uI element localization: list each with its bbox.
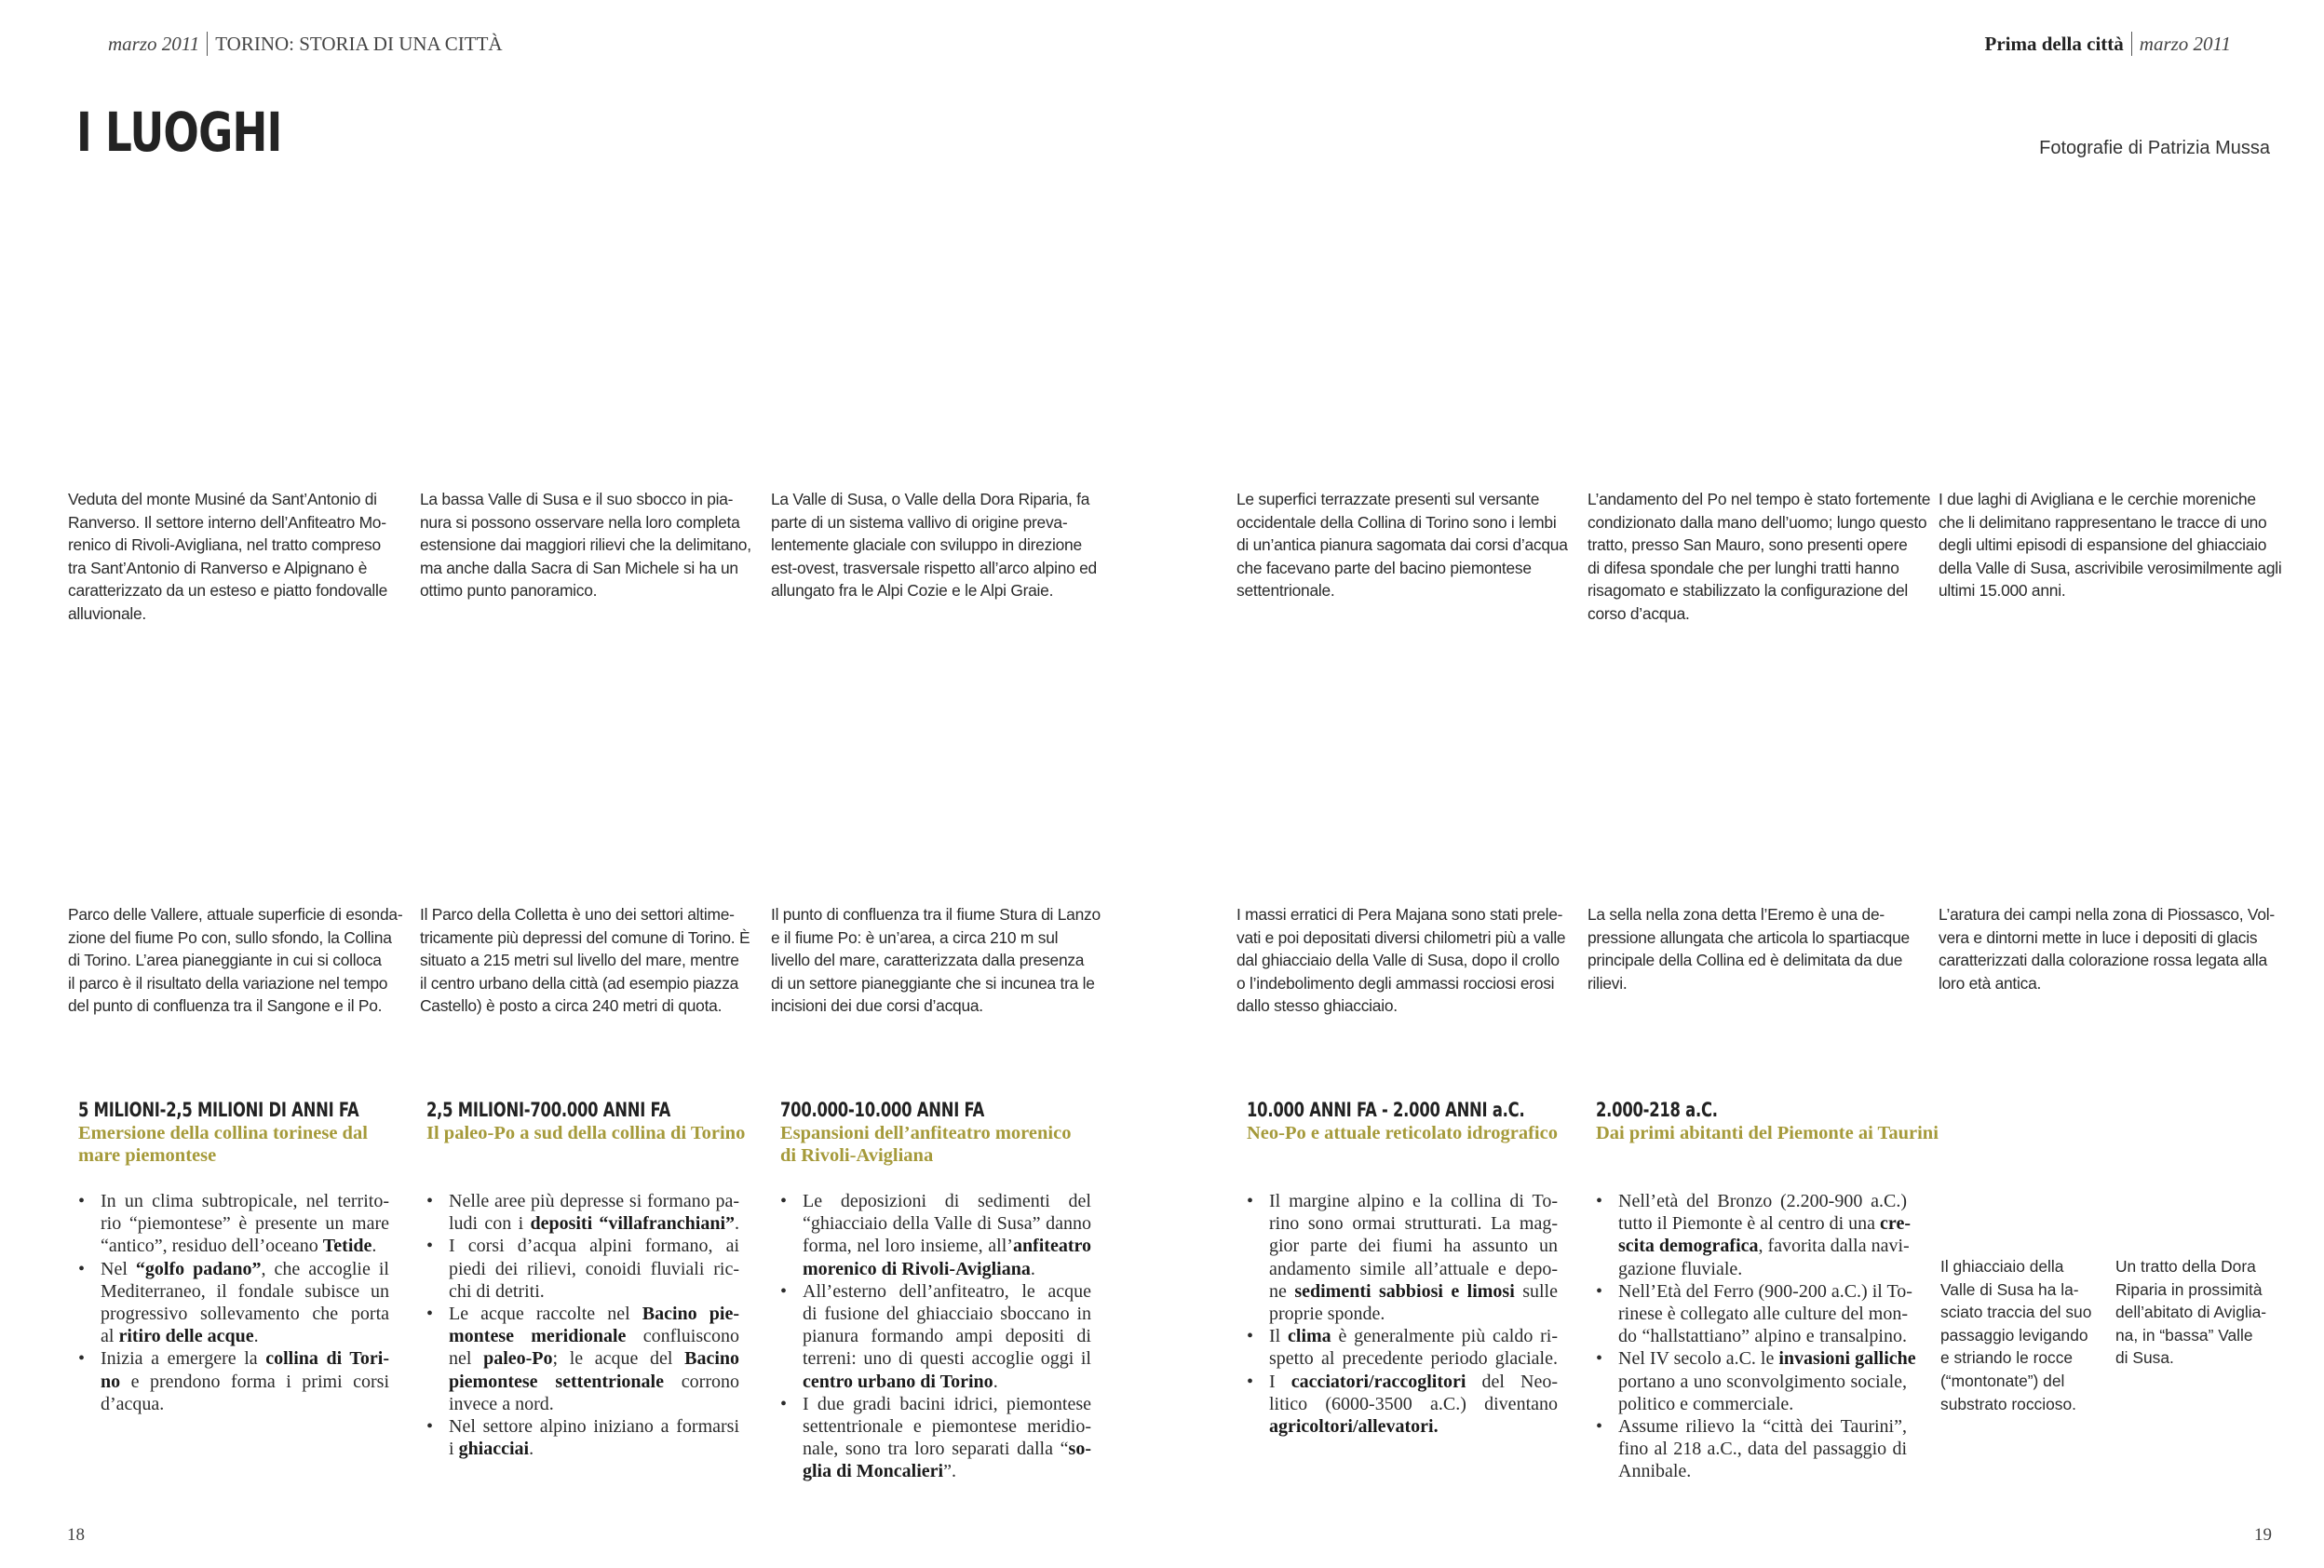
caption-line: di un settore pianeggiante che si incunea tra le	[771, 973, 1095, 993]
bullet-text: rinese è collegato alle culture del mon-	[1618, 1304, 1908, 1325]
bullet-text: Le acque raccolte nel	[449, 1304, 642, 1325]
bullet-line	[1618, 1371, 1907, 1393]
era-title: 700.000-10.000 ANNI FA	[780, 1099, 985, 1121]
caption-line: corso d’acqua.	[1588, 603, 1690, 623]
bullet-text: Nel settore alpino iniziano a formarsi	[449, 1416, 739, 1438]
caption-line: lentemente glaciale con sviluppo in direzione	[771, 535, 1082, 555]
bullet-line	[1618, 1393, 1907, 1415]
bullet-line	[426, 1190, 739, 1212]
bullet-line	[1596, 1280, 1912, 1303]
bullet-text: corrono	[663, 1371, 739, 1392]
bullet-text: ”.	[943, 1461, 956, 1482]
caption-line: renico di Rivoli-Avigliana, nel tratto compreso	[68, 535, 381, 555]
bullet-line	[1269, 1235, 1558, 1257]
caption-line: e il fiume Po: è un’area, a circa 210 m sul	[771, 927, 1059, 947]
caption-line: zione del fiume Po con, sullo sfondo, la Collina	[68, 927, 392, 947]
caption-line: Il Parco della Colletta è uno dei settori altime-	[420, 905, 735, 924]
bullet-line	[1269, 1303, 1558, 1325]
caption-line: di un’antica pianura sagomata dai corsi d’acqua	[1236, 535, 1568, 555]
caption-line: ottimo punto panoramico.	[420, 581, 598, 601]
caption-line: il parco è il risultato della variazione nel tempo	[68, 973, 388, 993]
caption-line: Parco delle Vallere, attuale superficie di esonda-	[68, 905, 403, 924]
caption-line: L’aratura dei campi nella zona di Piossasco, Vol-	[1939, 905, 2275, 924]
bullet-text: e prendono forma i primi corsi	[120, 1371, 389, 1392]
bullet-icon: •	[1247, 1191, 1254, 1211]
bold-term: “golfo padano”	[135, 1258, 262, 1279]
bullet-line	[803, 1303, 1091, 1325]
bullet-line	[803, 1415, 1091, 1438]
bullet-text: .	[993, 1371, 998, 1392]
bullet-icon: •	[426, 1236, 434, 1257]
bullet-line	[101, 1393, 389, 1415]
caption-line: La bassa Valle di Susa e il suo sbocco in pia-	[420, 490, 734, 508]
bullet-text: do “hallstattiano” alpino e transalpino.	[1618, 1326, 1907, 1347]
bold-term: ritiro delle acque	[118, 1326, 254, 1347]
bullet-text: progressivo sollevamento che porta	[101, 1304, 389, 1325]
bullet-line	[1618, 1258, 1907, 1280]
page-number-right: 19	[2254, 1525, 2272, 1545]
bold-term: so-	[1068, 1439, 1091, 1460]
running-header-left	[108, 32, 503, 56]
bullet-line	[101, 1280, 389, 1303]
bullet-line	[780, 1393, 1091, 1415]
era-subtitle-line: Il paleo-Po a sud della collina di Torino	[426, 1123, 746, 1143]
bullet-text: forma, nel loro insieme, all’	[803, 1236, 1013, 1257]
caption-line: e striando le rocce	[1940, 1348, 2074, 1368]
photo-caption	[420, 903, 750, 1018]
era-subtitle	[426, 1122, 745, 1144]
caption-line: alluvionale.	[68, 603, 147, 623]
caption-line: sciato traccia del suo	[1940, 1303, 2092, 1322]
bullet-line	[803, 1258, 1091, 1280]
caption-line: dallo stesso ghiacciaio.	[1236, 996, 1398, 1016]
bullet-text: In un clima subtropicale, nel territo-	[101, 1191, 389, 1211]
bold-term: Bacino	[684, 1348, 740, 1370]
bullet-line	[1596, 1190, 1907, 1212]
bullet-list	[780, 1190, 1091, 1483]
caption-line: settentrionale.	[1236, 581, 1335, 601]
timeline-column	[780, 1099, 1091, 1482]
caption-line: incisioni dei due corsi d’acqua.	[771, 996, 983, 1016]
photo-caption	[1588, 488, 1930, 626]
bullet-text: fino al 218 a.C., data del passaggio di	[1618, 1439, 1907, 1460]
photo-caption	[1236, 488, 1568, 602]
bullet-icon: •	[780, 1280, 788, 1302]
bullet-line	[1618, 1438, 1907, 1460]
bullet-line	[78, 1258, 389, 1280]
side-caption	[2115, 1255, 2266, 1370]
header-left-title: TORINO: STORIA DI UNA CITTÀ	[215, 33, 503, 55]
bullet-text: I due gradi bacini idrici, piemontese	[803, 1393, 1091, 1414]
caption-line: occidentale della Collina di Torino sono i lembi	[1236, 512, 1557, 532]
bold-term: collina di Tori-	[265, 1348, 389, 1370]
caption-line: caratterizzati dalla colorazione rossa legata alla	[1939, 951, 2267, 970]
timeline-column	[426, 1099, 746, 1460]
bullet-line	[803, 1438, 1091, 1460]
bullet-text: Nell’Età del Ferro (900-200 a.C.) il To-	[1618, 1280, 1912, 1302]
bold-term: agricoltori/allevatori.	[1269, 1416, 1439, 1438]
caption-line: L’andamento del Po nel tempo è stato fortemente	[1588, 490, 1931, 508]
bullet-line	[1618, 1212, 1911, 1235]
running-header-right	[1985, 32, 2232, 56]
photo-caption	[68, 488, 387, 626]
caption-line: situato a 215 metri sul livello del mare, mentre	[420, 951, 739, 970]
bullet-line	[101, 1303, 389, 1325]
bullet-line	[449, 1280, 739, 1303]
timeline-column	[1596, 1099, 1939, 1482]
bullet-text: Il margine alpino e la collina di To-	[1269, 1191, 1558, 1211]
bullet-icon: •	[780, 1191, 788, 1211]
bullet-line	[803, 1235, 1091, 1257]
bullet-text: pianura formando ampi depositi di	[803, 1326, 1091, 1347]
bullet-text: politico e commerciale.	[1618, 1393, 1794, 1414]
bullet-text: ne	[1269, 1280, 1295, 1302]
bullet-text: Assume rilievo la “città dei Taurini”,	[1618, 1416, 1907, 1438]
bullet-text: rio “piemontese” è presente un mare	[101, 1213, 389, 1235]
caption-line: di difesa spondale che per lunghi tratti hanno	[1588, 558, 1899, 577]
header-separator	[207, 32, 208, 56]
bullet-icon: •	[1247, 1326, 1254, 1347]
bullet-text: gior parte dei fiumi ha assunto un	[1269, 1236, 1558, 1257]
bold-term: clima	[1288, 1326, 1331, 1347]
caption-line: della Valle di Susa, ascrivibile verosimilmente agli	[1939, 558, 2282, 577]
page-number-left: 18	[67, 1525, 85, 1545]
caption-line: vera e dintorni mette in luce i depositi di glacis	[1939, 927, 2258, 947]
caption-line: rilievi.	[1588, 973, 1628, 993]
bullet-text: ludi con i	[449, 1213, 531, 1235]
era-subtitle	[780, 1122, 1071, 1167]
bold-term: scita demografica	[1618, 1236, 1759, 1257]
bullet-line	[780, 1280, 1091, 1303]
caption-line: tricamente più depressi del comune di Torino. È	[420, 927, 750, 947]
caption-line: Riparia in prossimità	[2115, 1279, 2263, 1299]
bullet-line	[426, 1303, 739, 1325]
photo-caption	[1236, 903, 1565, 1018]
bullet-line	[1596, 1347, 1916, 1370]
bullet-text: I	[1269, 1371, 1291, 1392]
era-subtitle-line: Neo-Po e attuale reticolato idrografico	[1247, 1123, 1558, 1143]
bullet-icon: •	[1596, 1348, 1603, 1370]
photo-caption	[1939, 903, 2275, 994]
bullet-text: Inizia a emergere la	[101, 1348, 266, 1370]
bullet-text: invece a nord.	[449, 1393, 554, 1414]
bullet-text: andamento simile all’attuale e depo-	[1269, 1258, 1558, 1279]
bold-term: montese meridionale	[449, 1326, 627, 1347]
bullet-line	[449, 1347, 739, 1370]
caption-line: substrato roccioso.	[1940, 1394, 2076, 1413]
bullet-line	[1269, 1393, 1558, 1415]
bullet-line	[449, 1258, 739, 1280]
caption-line: di Torino. L’area pianeggiante in cui si colloca	[68, 951, 382, 970]
header-separator	[2131, 32, 2132, 56]
bullet-icon: •	[78, 1191, 86, 1211]
bullet-line	[1269, 1280, 1558, 1303]
caption-line: na, in “bassa” Valle	[2115, 1325, 2253, 1345]
photo-caption	[1939, 488, 2281, 602]
bullet-line	[78, 1347, 389, 1370]
bullet-text: Nelle aree più depresse si formano pa-	[449, 1191, 739, 1211]
bullet-text: gazione fluviale.	[1618, 1258, 1743, 1279]
caption-line: Valle di Susa ha la-	[1940, 1279, 2079, 1299]
bullet-text: tutto il Piemonte è al centro di una	[1618, 1213, 1881, 1235]
bullet-text: Annibale.	[1618, 1461, 1692, 1482]
bullet-icon: •	[78, 1348, 86, 1370]
bullet-text: “ghiacciaio della Valle di Susa” danno	[803, 1213, 1091, 1235]
bullet-text: Nell’età del Bronzo (2.200-900 a.C.)	[1618, 1191, 1907, 1211]
bullet-text: spetto al precedente periodo glaciale.	[1269, 1348, 1558, 1370]
caption-line: Ranverso. Il settore interno dell’Anfiteatro Mo-	[68, 512, 386, 532]
bullet-text: .	[372, 1236, 377, 1257]
era-title: 2,5 MILIONI-700.000 ANNI FA	[426, 1099, 671, 1121]
header-left-date: marzo 2011	[108, 33, 200, 55]
bold-term: cacciatori/raccoglitori	[1290, 1371, 1466, 1392]
bullet-line	[101, 1371, 389, 1393]
caption-line: Il ghiacciaio della	[1940, 1257, 2064, 1276]
era-subtitle-line: Dai primi abitanti del Piemonte ai Taurini	[1596, 1123, 1939, 1143]
bullet-text: al	[101, 1326, 119, 1347]
side-caption	[1940, 1255, 2091, 1415]
bullet-text: i	[449, 1439, 459, 1460]
bullet-text: litico (6000-3500 a.C.) diventano	[1269, 1393, 1558, 1414]
caption-line: Castello) è posto a circa 240 metri di quota.	[420, 996, 723, 1016]
caption-line: che li delimitano rappresentano le tracce di uno	[1939, 512, 2267, 532]
bullet-line	[449, 1325, 739, 1347]
bullet-text: rino sono ormai strutturati. La mag-	[1269, 1213, 1558, 1235]
caption-line: del punto di confluenza tra il Sangone e il Po.	[68, 996, 383, 1016]
bullet-line	[449, 1212, 739, 1235]
caption-line: nura si possono osservare nella loro completa	[420, 512, 740, 532]
bullet-line	[1618, 1235, 1910, 1257]
caption-line: di Susa.	[2115, 1348, 2174, 1368]
bullet-text: .	[735, 1213, 739, 1235]
caption-line: estensione dai maggiori rilievi che la delimitano,	[420, 535, 751, 555]
era-title: 5 MILIONI-2,5 MILIONI DI ANNI FA	[78, 1099, 359, 1121]
era-subtitle	[1247, 1122, 1603, 1144]
bullet-text: d’acqua.	[101, 1393, 165, 1414]
caption-line: La sella nella zona detta l’Eremo è una de-	[1588, 905, 1885, 924]
section-title: I LUOGHI	[76, 101, 282, 164]
era-subtitle-line: di Rivoli-Avigliana	[780, 1145, 934, 1166]
caption-line: risagomato e stabilizzato la configurazione del	[1588, 581, 1908, 601]
bullet-line	[780, 1190, 1091, 1212]
bold-term: sedimenti sabbiosi e limosi	[1294, 1280, 1515, 1302]
era-subtitle	[78, 1122, 438, 1167]
bullet-text: Il	[1269, 1326, 1289, 1347]
caption-line: I massi erratici di Pera Majana sono stati prele-	[1236, 905, 1563, 924]
bold-term: no	[101, 1371, 121, 1392]
bullet-text: settentrionale e piemontese meridio-	[803, 1416, 1091, 1438]
era-subtitle-line: Emersione della collina torinese dal	[78, 1123, 368, 1143]
caption-line: I due laghi di Avigliana e le cerchie moreniche	[1939, 490, 2256, 508]
caption-line: ma anche dalla Sacra di San Michele si ha un	[420, 558, 738, 577]
header-right-date: marzo 2011	[2139, 33, 2231, 55]
bullet-text: .	[253, 1326, 259, 1347]
bullet-line	[1618, 1303, 1907, 1325]
bold-term: paleo-Po	[483, 1348, 553, 1370]
bullet-line	[803, 1347, 1091, 1370]
bullet-list	[1247, 1190, 1558, 1438]
bullet-list	[426, 1190, 740, 1460]
header-right-title: Prima della città	[1984, 33, 2124, 55]
photo-caption	[1588, 903, 1910, 994]
bullet-text: I corsi d’acqua alpini formano, ai	[449, 1236, 739, 1257]
bullet-line	[1618, 1460, 1907, 1482]
bullet-line	[803, 1212, 1091, 1235]
bullet-icon: •	[1596, 1191, 1603, 1211]
caption-line: Veduta del monte Musiné da Sant’Antonio di	[68, 490, 377, 508]
bold-term: anfiteatro	[1012, 1236, 1091, 1257]
caption-line: allungato fra le Alpi Cozie e le Alpi Graie.	[771, 581, 1054, 601]
caption-line: passaggio levigando	[1940, 1325, 2088, 1345]
caption-line: loro età antica.	[1939, 973, 2042, 993]
era-title: 2.000-218 a.C.	[1596, 1099, 1718, 1121]
bullet-text: Mediterraneo, il fondale subisce un	[101, 1280, 389, 1302]
bullet-text: Le deposizioni di sedimenti del	[803, 1191, 1091, 1211]
bullet-line	[101, 1325, 389, 1347]
bullet-text: Nel	[101, 1258, 136, 1279]
caption-line: La Valle di Susa, o Valle della Dora Riparia, fa	[771, 490, 1090, 508]
bold-term: Tetide	[322, 1236, 372, 1257]
photo-caption	[420, 488, 751, 602]
bullet-line	[803, 1325, 1091, 1347]
bullet-text: nel	[449, 1348, 484, 1370]
bullet-line	[1618, 1325, 1907, 1347]
bullet-text: All’esterno dell’anfiteatro, le acque	[803, 1280, 1091, 1302]
bullet-text: proprie sponde.	[1269, 1304, 1385, 1325]
bold-term: piemontese settentrionale	[449, 1371, 664, 1392]
bullet-text: piedi dei rilievi, conoidi fluviali ric-	[449, 1258, 739, 1279]
caption-line: caratterizzato da un esteso e piatto fondovalle	[68, 581, 388, 601]
caption-line: tratto, presso San Mauro, sono presenti opere	[1588, 535, 1908, 555]
caption-line: livello del mare, caratterizzata dalla presenza	[771, 951, 1085, 970]
bold-term: invasioni galliche	[1778, 1348, 1916, 1370]
photo-caption	[771, 903, 1101, 1018]
bullet-line	[449, 1438, 739, 1460]
bullet-icon: •	[780, 1393, 788, 1414]
bullet-text: è generalmente più caldo ri-	[1331, 1326, 1558, 1347]
bullet-text: ; le acque del	[552, 1348, 685, 1370]
bullet-line	[1269, 1347, 1558, 1370]
bullet-line	[1269, 1212, 1558, 1235]
bullet-text: Nel IV secolo a.C. le	[1618, 1348, 1779, 1370]
photo-caption	[771, 488, 1097, 602]
bullet-icon: •	[1247, 1371, 1254, 1392]
era-title: 10.000 ANNI FA - 2.000 ANNI a.C.	[1247, 1099, 1525, 1121]
bullet-text: confluiscono	[626, 1326, 739, 1347]
caption-line: dell’abitato di Aviglia-	[2115, 1303, 2267, 1322]
bullet-text: .	[529, 1439, 534, 1460]
bullet-text: .	[1030, 1258, 1035, 1279]
caption-line: dal ghiacciaio della Valle di Susa, dopo il crollo	[1236, 951, 1560, 970]
bullet-text: terreni: uno di questi accoglie oggi il	[803, 1348, 1091, 1370]
caption-line: che facevano parte del bacino piemontese	[1236, 558, 1532, 577]
caption-line: Un tratto della Dora	[2115, 1257, 2256, 1276]
bullet-line	[449, 1393, 739, 1415]
bold-term: morenico di Rivoli-Avigliana	[803, 1258, 1031, 1279]
bullet-line	[803, 1371, 1091, 1393]
caption-line: (“montonate”) del	[1940, 1371, 2065, 1390]
bullet-line	[1269, 1258, 1558, 1280]
bullet-text: nale, sono tra loro separati dalla “	[803, 1439, 1069, 1460]
caption-line: vati e poi depositati diversi chilometri più a valle	[1236, 927, 1566, 947]
caption-line: Il punto di confluenza tra il fiume Stura di Lanzo	[771, 905, 1101, 924]
caption-line: principale della Collina ed è delimitata da due	[1588, 951, 1903, 970]
bold-term: depositi “villafranchiani”	[530, 1213, 735, 1235]
timeline-column	[1247, 1099, 1603, 1438]
caption-line: pressione allungata che articola lo spartiacque	[1588, 927, 1910, 947]
bullet-line	[803, 1460, 1091, 1482]
bullet-icon: •	[78, 1258, 86, 1279]
caption-line: parte di un sistema vallivo di origine preva-	[771, 512, 1068, 532]
caption-line: ultimi 15.000 anni.	[1939, 581, 2066, 601]
photo-caption	[68, 903, 402, 1018]
bold-term: cre-	[1880, 1213, 1911, 1235]
timeline-column	[78, 1099, 438, 1414]
caption-line: condizionato dalla mano dell’uomo; lungo questo	[1588, 512, 1927, 532]
era-subtitle-line: mare piemontese	[78, 1145, 217, 1166]
bullet-text: chi di detriti.	[449, 1280, 545, 1302]
bullet-line	[449, 1371, 739, 1393]
bullet-line	[1247, 1325, 1558, 1347]
caption-line: Le superfici terrazzate presenti sul versante	[1236, 490, 1540, 508]
era-subtitle	[1596, 1122, 1939, 1144]
photo-credit: Fotografie di Patrizia Mussa	[2039, 138, 2270, 158]
bullet-line	[426, 1415, 739, 1438]
bullet-line	[426, 1235, 739, 1257]
bold-term: centro urbano di Torino	[803, 1371, 993, 1392]
bullet-line	[1247, 1371, 1558, 1393]
caption-line: o l’indebolimento degli ammassi rocciosi erosi	[1236, 973, 1555, 993]
caption-line: tra Sant’Antonio di Ranverso e Alpignano è	[68, 558, 368, 577]
bullet-icon: •	[1596, 1416, 1603, 1438]
bullet-line	[101, 1235, 389, 1257]
bullet-icon: •	[1596, 1280, 1603, 1302]
bullet-text: sulle	[1514, 1280, 1558, 1302]
bullet-text: , che accoglie il	[261, 1258, 389, 1279]
bullet-icon: •	[426, 1191, 434, 1211]
caption-line: degli ultimi episodi di espansione del ghiacciaio	[1939, 535, 2267, 555]
caption-line: est-ovest, trasversale rispetto all’arco alpino ed	[771, 558, 1097, 577]
bullet-text: portano a uno sconvolgimento sociale,	[1618, 1371, 1907, 1392]
caption-line: il centro urbano della città (ad esempio piazza	[420, 973, 739, 993]
bullet-icon: •	[426, 1416, 434, 1438]
bullet-text: del Neo-	[1466, 1371, 1558, 1392]
bullet-line	[1247, 1190, 1558, 1212]
bold-term: Bacino pie-	[642, 1304, 739, 1325]
bold-term: glia di Moncalieri	[803, 1461, 944, 1482]
bullet-line	[1596, 1415, 1907, 1438]
bullet-line	[101, 1212, 389, 1235]
bullet-text: , favorita dalla navi-	[1758, 1236, 1910, 1257]
bullet-list	[78, 1190, 389, 1415]
bullet-line	[1269, 1415, 1558, 1438]
bullet-line	[78, 1190, 389, 1212]
bold-term: ghiacciai	[458, 1439, 530, 1460]
bullet-text: di fusione del ghiacciaio sboccano in	[803, 1304, 1091, 1325]
era-subtitle-line: Espansioni dell’anfiteatro morenico	[780, 1123, 1072, 1143]
bullet-icon: •	[426, 1304, 434, 1325]
bullet-list	[1596, 1190, 1916, 1483]
bullet-text: “antico”, residuo dell’oceano	[101, 1236, 323, 1257]
